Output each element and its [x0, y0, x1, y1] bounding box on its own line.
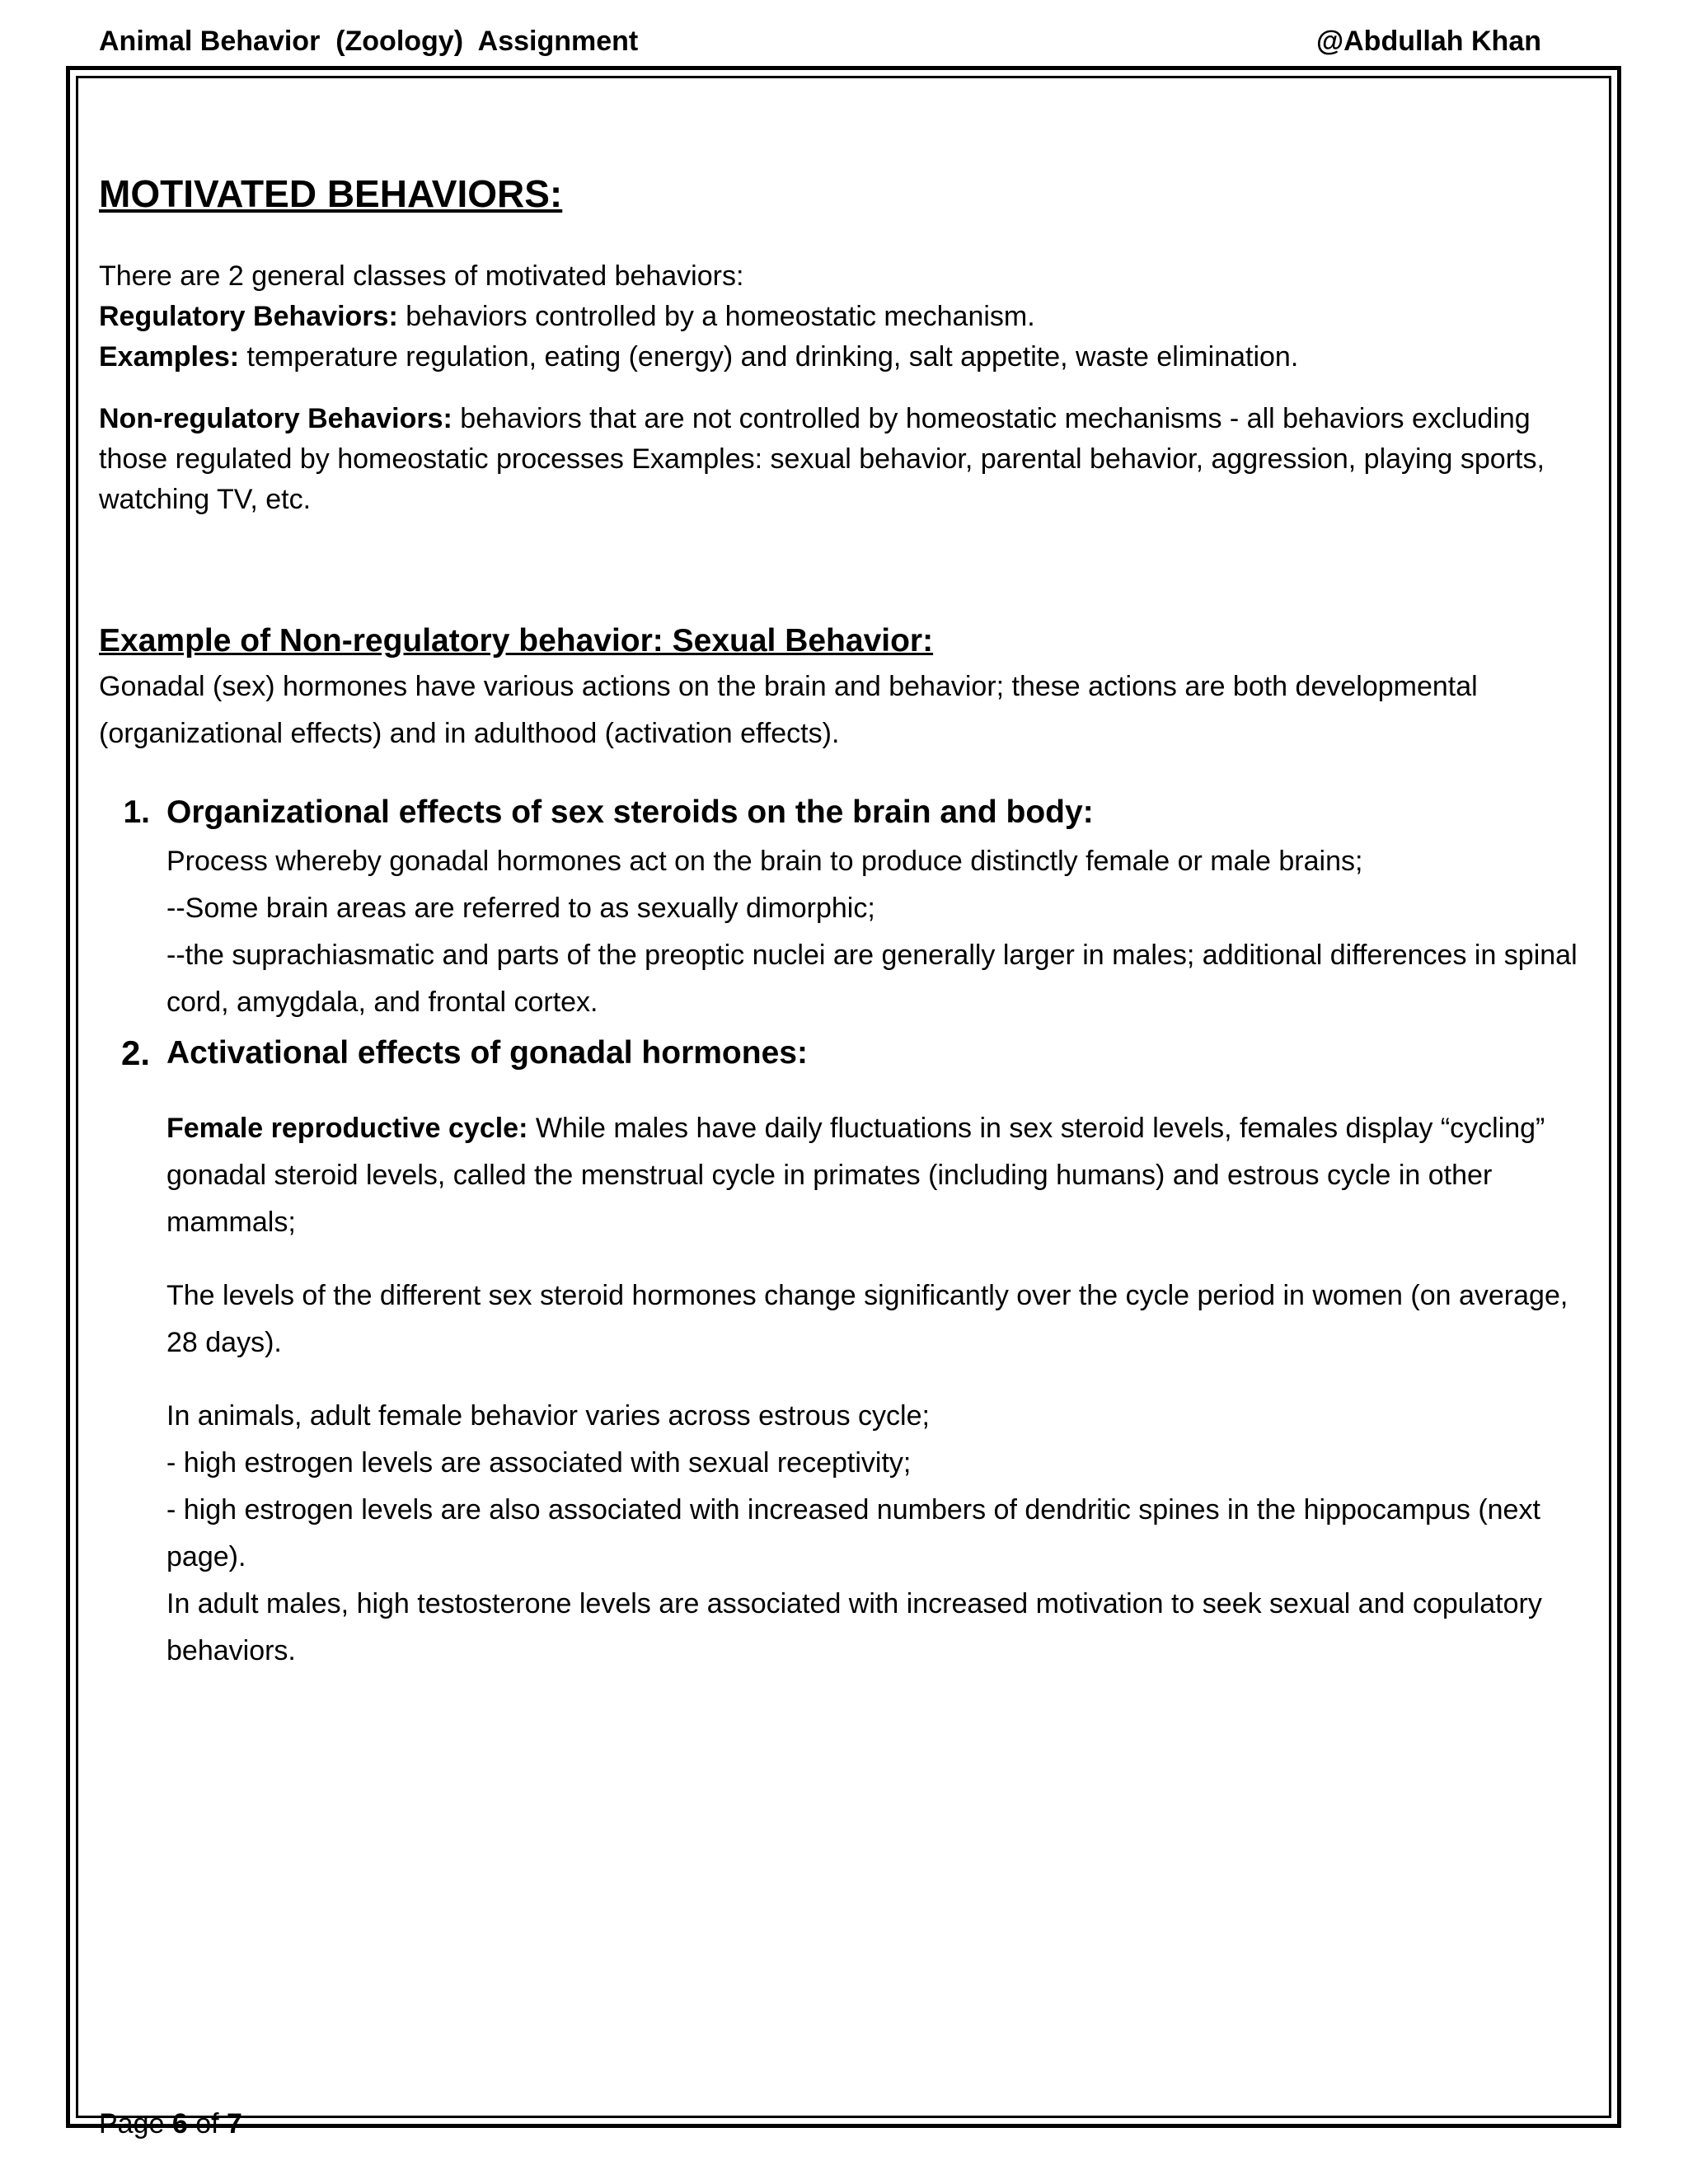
page-footer — [99, 2108, 242, 2140]
section-intro-text: Gonadal (sex) hormones have various actions on the brain and behavior; these actions are both developmental (organizational effects) and in adulthood (activation effects). — [99, 670, 1478, 749]
header-title: Animal Behavior (Zoology) Assignment — [99, 25, 639, 57]
list-number: 1. — [123, 794, 150, 830]
activational-title: Activational effects of gonadal hormones: — [166, 1034, 808, 1071]
regulatory-text: behaviors controlled by a homeostatic mechanism. — [397, 300, 1035, 332]
regulatory-paragraph — [99, 297, 1591, 337]
footer-prefix: Page — [99, 2108, 172, 2139]
header-author: @Abdullah Khan — [1315, 25, 1541, 57]
footer-of: of — [187, 2108, 227, 2139]
activational-line: - high estrogen levels are associated with sexual receptivity; — [166, 1446, 912, 1479]
female-cycle-label: Female reproductive cycle: — [166, 1112, 528, 1144]
organizational-line: --Some brain areas are referred to as sexually dimorphic; — [166, 892, 875, 924]
page-content — [99, 173, 1591, 1675]
activational-line: - high estrogen levels are also associated with increased numbers of dendritic spines in the hippocampus (next page). — [166, 1493, 1540, 1572]
activational-line: In adult males, high testosterone levels are associated with increased motivation to seek sexual and copulatory behaviors. — [166, 1587, 1542, 1666]
examples-paragraph — [99, 337, 1591, 377]
examples-text: temperature regulation, eating (energy) and drinking, salt appetite, waste elimination. — [239, 340, 1299, 373]
list-number: 2. — [120, 1033, 150, 1072]
female-cycle-text: While males have daily fluctuations in sex steroid levels, females display “cycling” gonadal steroid levels, called the menstrual cycle in primates (including humans) and estrous cycle in other mammals; — [166, 1112, 1545, 1238]
examples-label: Examples: — [99, 340, 240, 373]
regulatory-label: Regulatory Behaviors: — [99, 300, 398, 332]
footer-total-pages: 7 — [227, 2108, 242, 2139]
levels-paragraph: The levels of the different sex steroid hormones change significantly over the cycle period in women (on average, 28 days). — [166, 1279, 1568, 1358]
female-cycle-paragraph — [166, 1105, 1591, 1246]
list-item-activational — [99, 1031, 1591, 1675]
page-header — [99, 23, 1541, 59]
effects-list — [99, 790, 1591, 1675]
nonregulatory-paragraph — [99, 399, 1591, 520]
organizational-line: Process whereby gonadal hormones act on the brain to produce distinctly female or male brains; — [166, 845, 1363, 877]
main-heading: MOTIVATED BEHAVIORS: — [99, 172, 563, 215]
organizational-title: Organizational effects of sex steroids on the brain and body: — [166, 794, 1094, 830]
section-heading-sexual-behavior: Example of Non-regulatory behavior: Sexual Behavior: — [99, 622, 934, 658]
organizational-line: --the suprachiasmatic and parts of the preoptic nuclei are generally larger in males; additional differences in spinal cord, amygdala, and frontal cortex. — [166, 939, 1578, 1018]
list-item-organizational — [99, 790, 1591, 1026]
activational-line: In animals, adult female behavior varies across estrous cycle; — [166, 1399, 930, 1432]
footer-current-page: 6 — [171, 2108, 188, 2139]
intro-text: There are 2 general classes of motivated behaviors: — [99, 260, 744, 292]
nonregulatory-label: Non-regulatory Behaviors: — [99, 402, 452, 434]
nonregulatory-text: behaviors that are not controlled by homeostatic mechanisms - all behaviors excluding those regulated by homeostatic processes Examples: sexual behavior, parental behavior, aggression, playing sports, watching TV, etc. — [99, 402, 1545, 515]
